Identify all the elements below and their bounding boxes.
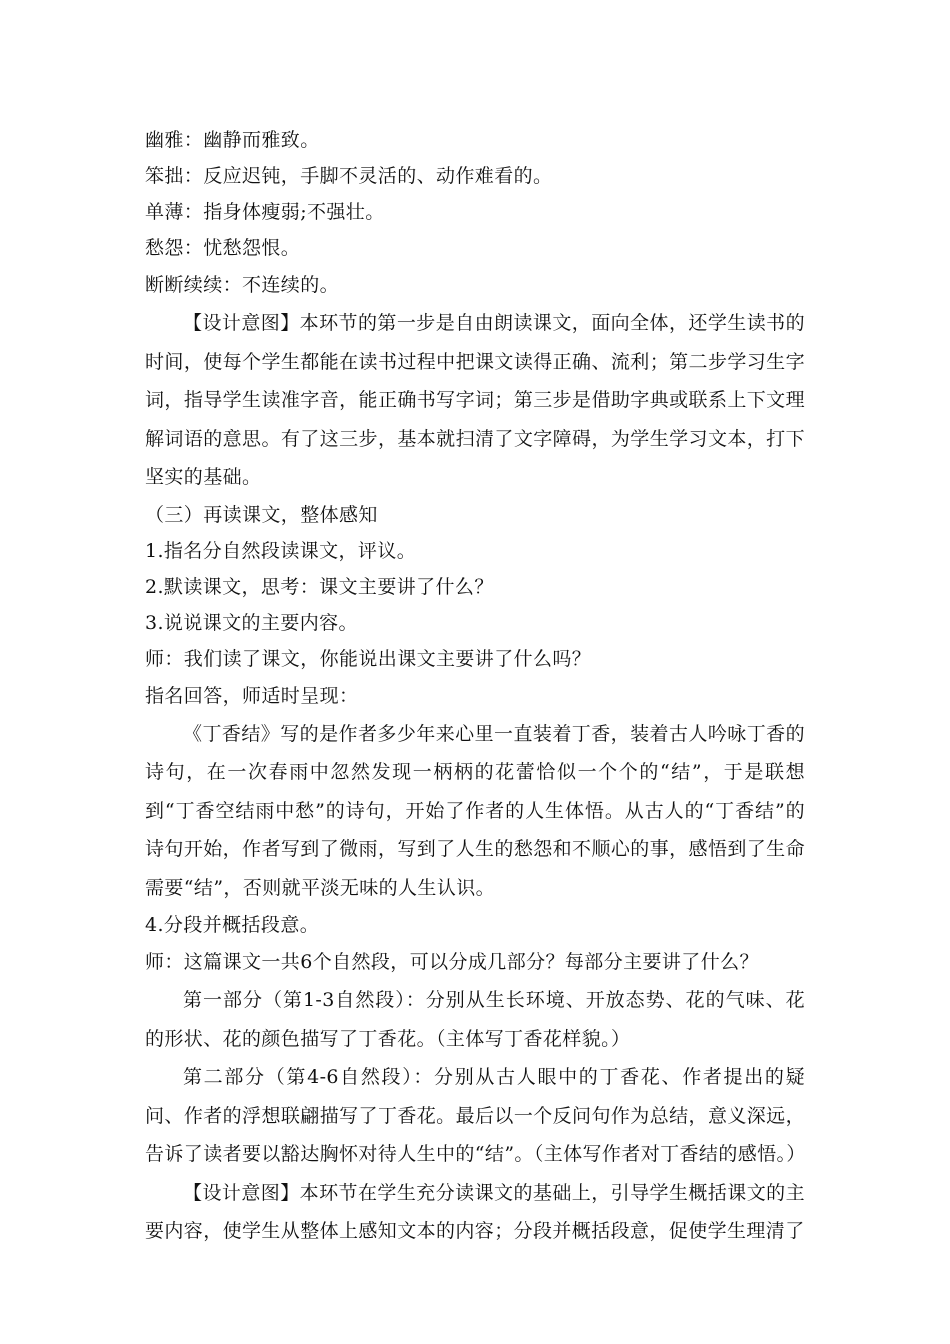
part-two-paragraph: 第二部分（第4-6自然段）：分别从古人眼中的丁香花、作者提出的疑问、作者的浮想联翩描写了丁香花。最后以一个反问句作为总结，意义深远，告诉了读者要以豁达胸怀对待人生中的“结”。（主体写作者对丁香结的感悟。） — [145, 1066, 806, 1165]
step-item: 4.分段并概括段意。 — [145, 914, 320, 936]
step-item: 3.说说课文的主要内容。 — [145, 611, 358, 634]
step-item: 1.指名分自然段读课文，评议。 — [145, 539, 417, 562]
definition-line: 断断续续：不连续的。 — [145, 274, 340, 296]
definition-line: 幽雅：幽静而雅致。 — [145, 129, 320, 151]
step-item: 2.默读课文，思考：课文主要讲了什么？ — [145, 575, 494, 598]
definition-line: 愁怨：忧愁怨恨。 — [145, 237, 301, 259]
answer-line: 指名回答，师适时呈现： — [145, 684, 359, 707]
definition-line: 单薄：指身体瘦弱;不强壮。 — [145, 201, 385, 223]
design-intent-paragraph: 【设计意图】本环节的第一步是自由朗读课文，面向全体，还学生读书的时间，使每个学生都能在读书过程中把课文读得正确、流利；第二步学习生字词，指导学生读准字音，能正确书写字词；第三步是借助字典或联系上下文理解词语的意思。有了这三步，基本就扫清了文字障碍，为学生学习文本，打下坚实的基础。 — [145, 312, 805, 488]
part-one-paragraph: 第一部分（第1-3自然段）：分别从生长环境、开放态势、花的气味、花的形状、花的颜色描写了丁香花。（主体写丁香花样貌。） — [145, 989, 805, 1050]
document-body — [145, 122, 805, 1251]
teacher-question: 师：这篇课文一共6个自然段，可以分成几部分？每部分主要讲了什么？ — [145, 951, 759, 973]
summary-paragraph: 《丁香结》写的是作者多少年来心里一直装着丁香，装着古人吟咏丁香的诗句，在一次春雨中忽然发现一柄柄的花蕾恰似一个个的“结”，于是联想到“丁香空结雨中愁”的诗句，开始了作者的人生体悟。从古人的“丁香结”的诗句开始，作者写到了微雨，写到了人生的愁怨和不顺心的事，感悟到了生命需要“结”，否则就平淡无味的人生认识。 — [145, 722, 805, 899]
section-heading: （三）再读课文，整体感知 — [145, 503, 378, 526]
design-intent-paragraph: 【设计意图】本环节在学生充分读课文的基础上，引导学生概括课文的主要内容，使学生从整体上感知文本的内容；分段并概括段意，促使学生理清了 — [145, 1181, 805, 1242]
definition-line: 笨拙：反应迟钝，手脚不灵活的、动作难看的。 — [145, 165, 553, 187]
teacher-question: 师：我们读了课文，你能说出课文主要讲了什么吗？ — [145, 647, 592, 670]
